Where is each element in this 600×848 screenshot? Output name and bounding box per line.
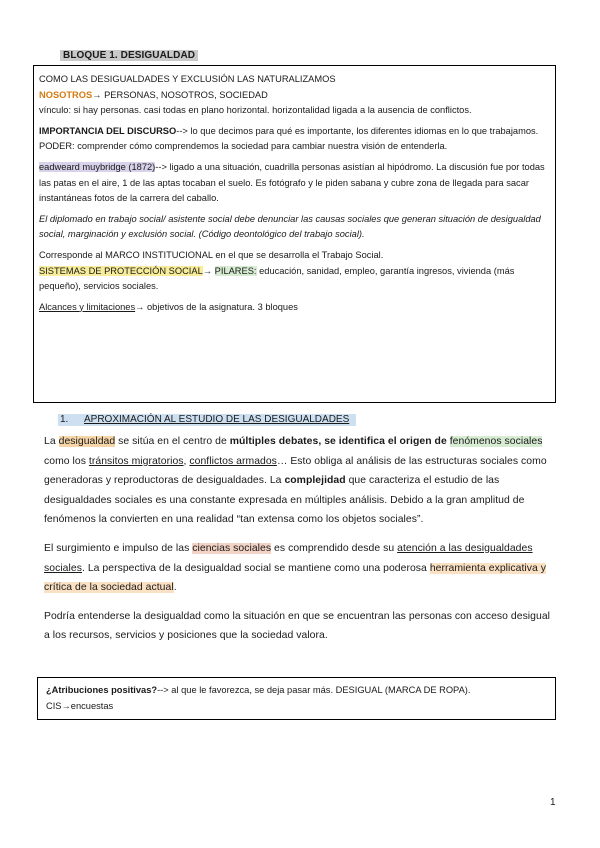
notes-line: SISTEMAS DE PROTECCIÓN SOCIAL→ PILARES: educación, sanidad, empleo, garantía ingresos, vivienda (más pequeño), servicios sociales. — [39, 265, 515, 292]
notes-line: Corresponde al MARCO INSTITUCIONAL en el que se desarrolla el Trabajo Social. — [39, 249, 384, 260]
body-text — [44, 432, 556, 646]
notes-box — [33, 65, 556, 403]
notes-italic-quote: El diplomado en trabajo social/ asistente social debe denunciar las causas sociales que generan situación de desigualdad social, marginación y exclusión social. (Código deontológico del trabajo social). — [39, 213, 541, 240]
notes-line: COMO LAS DESIGUALDADES Y EXCLUSIÓN LAS NATURALIZAMOS — [39, 74, 336, 84]
notes-line: NOSOTROS→ PERSONAS, NOSOTROS, SOCIEDAD — [39, 89, 268, 100]
importancia-label: IMPORTANCIA DEL DISCURSO — [39, 125, 177, 136]
notes-line: eadweard muybridge (1872)--> ligado a una situación, cuadrilla personas asistían al hipódromo. La discusión fue por todas las patas en el aire, 1 de las aptas tocaban el suelo. Es fotógrafo y le piden sabana y cubre zona de llegada para sacar instantáneas fotos de la carrera del caballo. — [39, 161, 545, 204]
attributions-box: ¿Atribuciones positivas?--> al que le favorezca, se deja pasar más. DESIGUAL (MARCA DE ROPA). CIS→encuestas — [37, 677, 556, 720]
notes-line: vínculo: si hay personas. casi todas en plano horizontal. horizontalidad ligada a la ausencia de conflictos. — [39, 105, 472, 116]
notes-line: IMPORTANCIA DEL DISCURSO--> lo que decimos para qué es importante, los diferentes idiomas en lo que trabajamos. PODER: comprender cómo comprendemos la sociedad para cambiar nuestra visión de entenderla. — [39, 125, 539, 152]
alcances-link-text: Alcances y limitaciones — [39, 301, 136, 312]
paragraph: El surgimiento e impulso de las ciencias sociales es comprendido desde su atención a las desigualdades sociales. La perspectiva de la desigualdad social se mantiene como una poderosa herramienta explicativa y crítica de la sociedad actual. — [44, 542, 547, 594]
muybridge-highlight: eadweard muybridge (1872) — [39, 161, 156, 172]
page-title: BLOQUE 1. DESIGUALDAD — [60, 50, 198, 61]
attributions-label: ¿Atribuciones positivas? — [46, 685, 158, 695]
sistemas-highlight: SISTEMAS DE PROTECCIÓN SOCIAL — [39, 265, 203, 276]
pilares-highlight: PILARES: — [214, 265, 257, 276]
paragraph: La desigualdad se sitúa en el centro de múltiples debates, se identifica el origen de fenómenos sociales como los tránsitos migratorios, conflictos armados… Esto obliga al análisis de las estructuras sociales como generadoras y reproductoras de desigualdades. La complejidad que caracteriza el estudio de las desigualdades sociales es una constante expresada en múltiples análisis. Debido a la gran amplitud de fenómenos la convierten en una realidad “tan extensa como los objetos sociales”. — [44, 436, 547, 526]
nosotros-label: NOSOTROS — [39, 89, 93, 100]
paragraph: Podría entenderse la desigualdad como la situación en que se encuentran las personas con acceso desigual a los recursos, servicios y posiciones que la sociedad valora. — [44, 610, 551, 642]
page-number: 1 — [550, 797, 556, 808]
section-heading: 1. APROXIMACIÓN AL ESTUDIO DE LAS DESIGUALDADES — [58, 414, 356, 426]
notes-line: Alcances y limitaciones→ objetivos de la asignatura. 3 bloques — [39, 301, 298, 312]
